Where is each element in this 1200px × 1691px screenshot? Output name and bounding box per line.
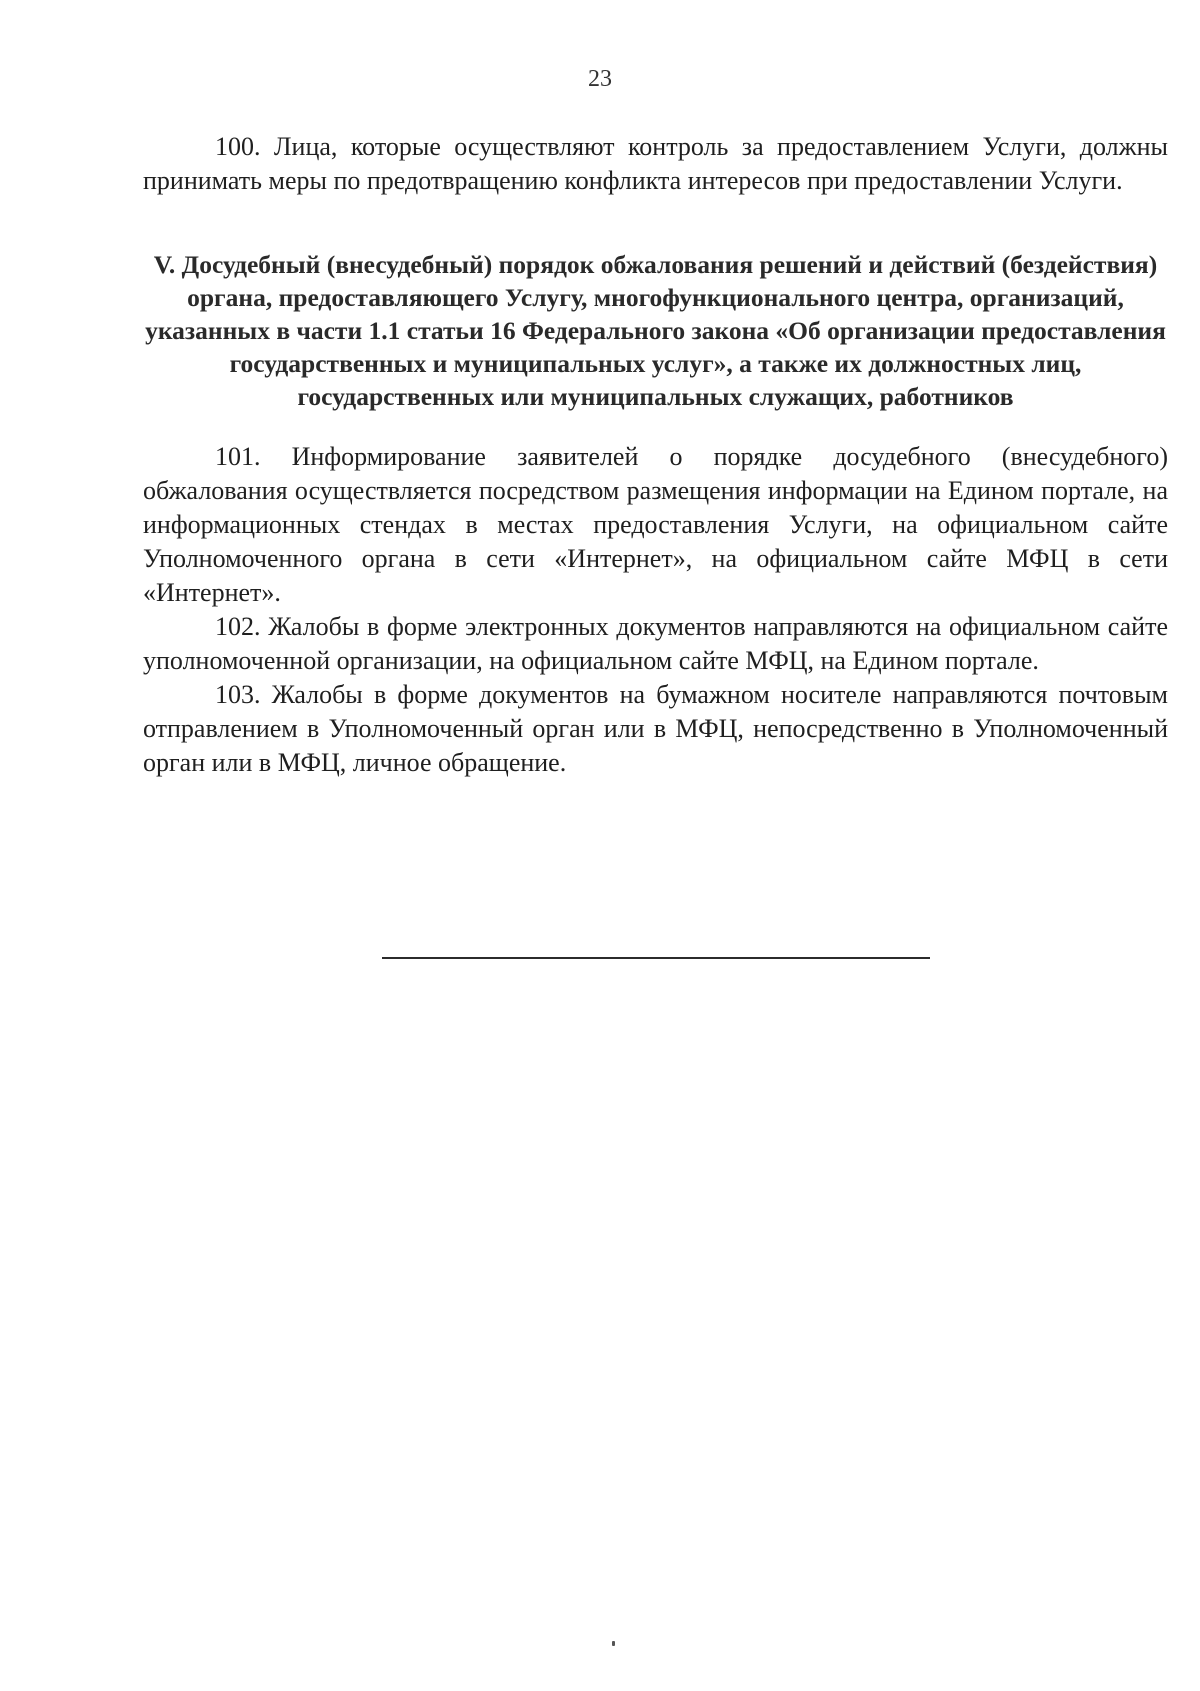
paragraph-102: 102. Жалобы в форме электронных документов направляются на официальном сайте уполномоченной организации, на официальном сайте МФЦ, на Едином портале. xyxy=(143,612,1168,675)
paragraph-103: 103. Жалобы в форме документов на бумажном носителе направляются почтовым отправлением в Уполномоченный орган или в МФЦ, непосредственно в Уполномоченный орган или в МФЦ, личное обращение. xyxy=(143,680,1168,777)
closing-divider xyxy=(382,957,930,959)
document-body xyxy=(143,130,1168,780)
paragraph-101: 101. Информирование заявителей о порядке досудебного (внесудебного) обжалования осуществляется посредством размещения информации на Едином портале, на информационных стендах в местах предоставления Услуги, на официальном сайте Уполномоченного органа в сети «Интернет», на официальном сайте МФЦ в сети «Интернет». xyxy=(143,442,1168,607)
section-heading: V. Досудебный (внесудебный) порядок обжалования решений и действий (бездействия) органа, предоставляющего Услугу, многофункционального центра, организаций, указанных в части 1.1 статьи 16 Федерального закона «Об организации предоставления государственных и муниципальных услуг», а также их должностных лиц, государственных или муниципальных служащих, работников xyxy=(145,250,1166,411)
paragraph-100: 100. Лица, которые осуществляют контроль за предоставлением Услуги, должны принимать меры по предотвращению конфликта интересов при предоставлении Услуги. xyxy=(143,132,1168,195)
scan-mark xyxy=(612,1641,615,1646)
page-number: 23 xyxy=(588,66,612,92)
